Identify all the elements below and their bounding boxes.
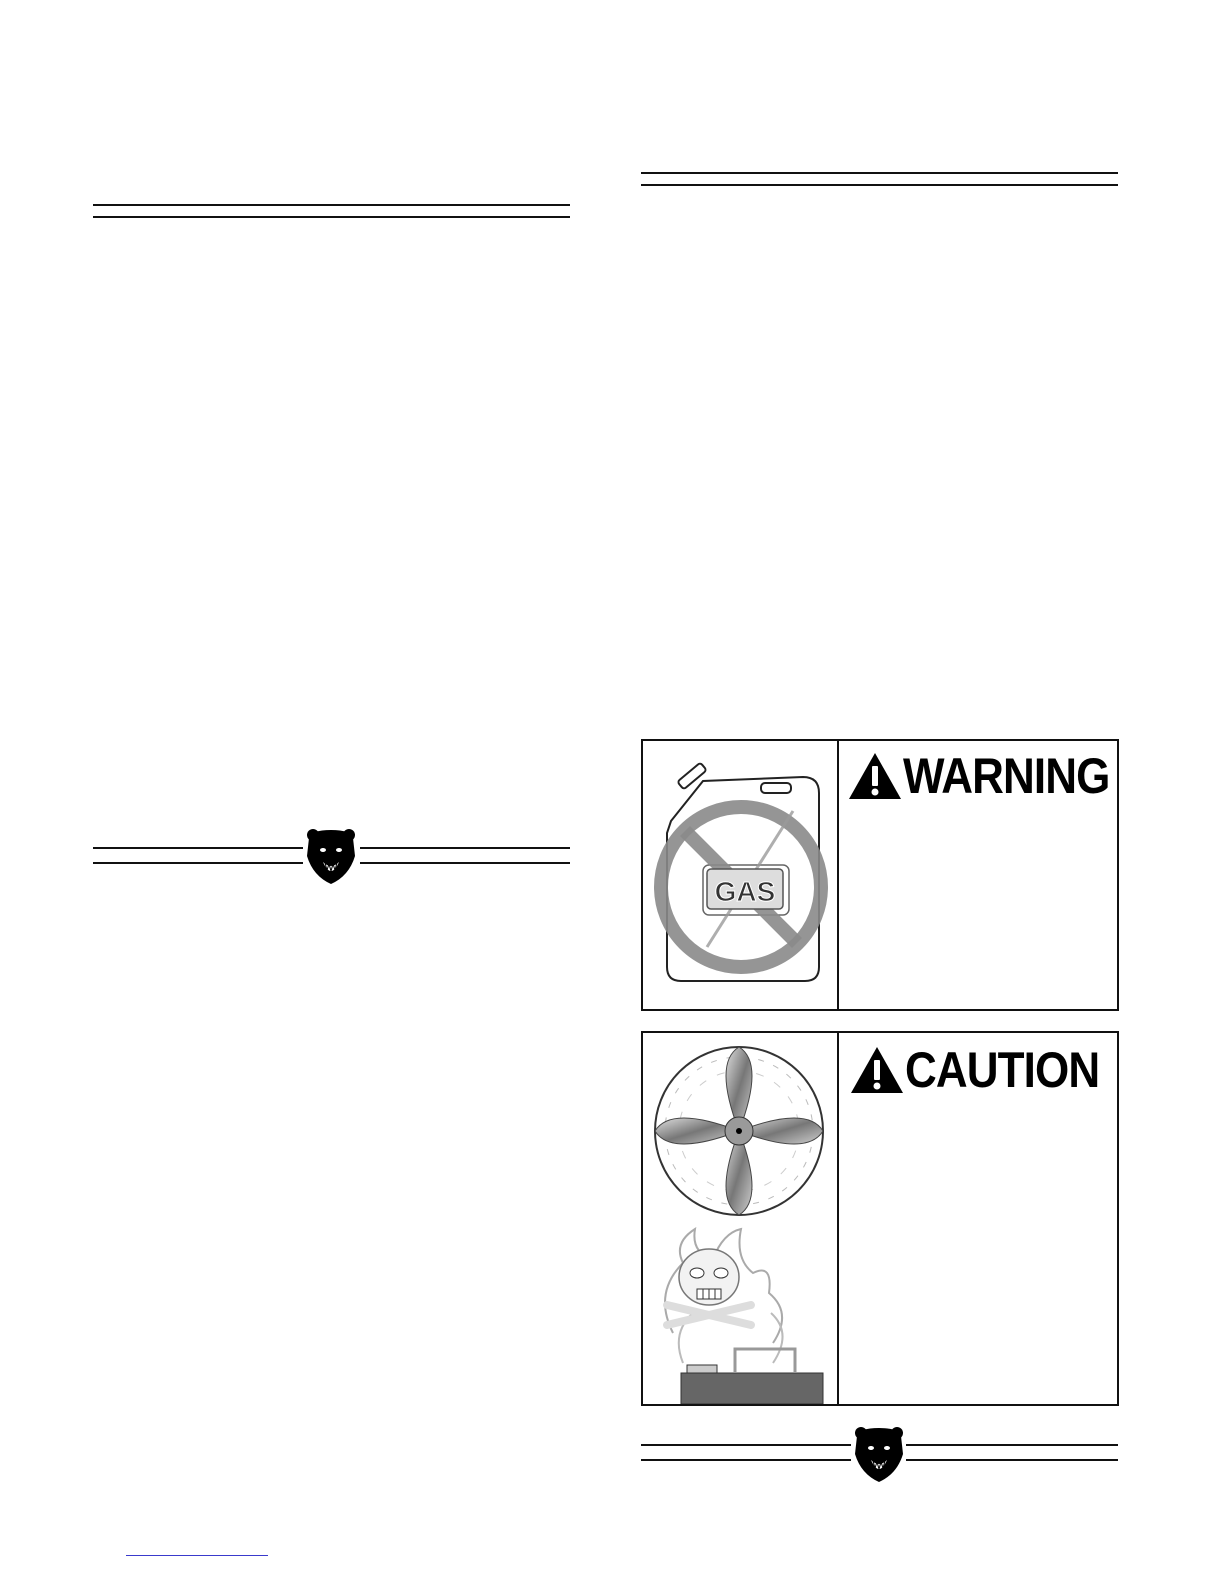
warning-signal-word: WARNING xyxy=(903,748,1110,804)
warning-header xyxy=(847,747,1138,805)
divider-line xyxy=(360,847,570,849)
caution-image-panel xyxy=(643,1033,839,1404)
divider-line xyxy=(906,1459,1118,1461)
warning-notice-box xyxy=(641,739,1119,1011)
bear-head-logo xyxy=(305,826,357,886)
warning-image-panel xyxy=(643,741,839,1009)
bear-head-logo xyxy=(853,1424,905,1484)
divider-line xyxy=(906,1444,1118,1446)
fan-ventilation-and-toxic-fumes-icon xyxy=(643,1033,835,1404)
right-bear-divider xyxy=(641,1424,1118,1484)
left-bear-divider xyxy=(93,826,570,886)
gas-label: GAS xyxy=(714,876,776,907)
caution-notice-box xyxy=(641,1031,1119,1406)
divider-line xyxy=(641,1459,851,1461)
footer-link-underline[interactable] xyxy=(126,1555,268,1556)
left-section-rule xyxy=(93,204,570,218)
divider-line xyxy=(360,862,570,864)
no-gasoline-can-icon xyxy=(643,741,835,1009)
divider-line xyxy=(641,1444,851,1446)
caution-signal-word: CAUTION xyxy=(905,1042,1100,1098)
warning-triangle-icon xyxy=(849,1045,905,1095)
caution-header xyxy=(849,1041,1126,1099)
divider-line xyxy=(93,847,303,849)
right-section-rule xyxy=(641,172,1118,186)
divider-line xyxy=(93,862,303,864)
warning-triangle-icon xyxy=(847,751,903,801)
